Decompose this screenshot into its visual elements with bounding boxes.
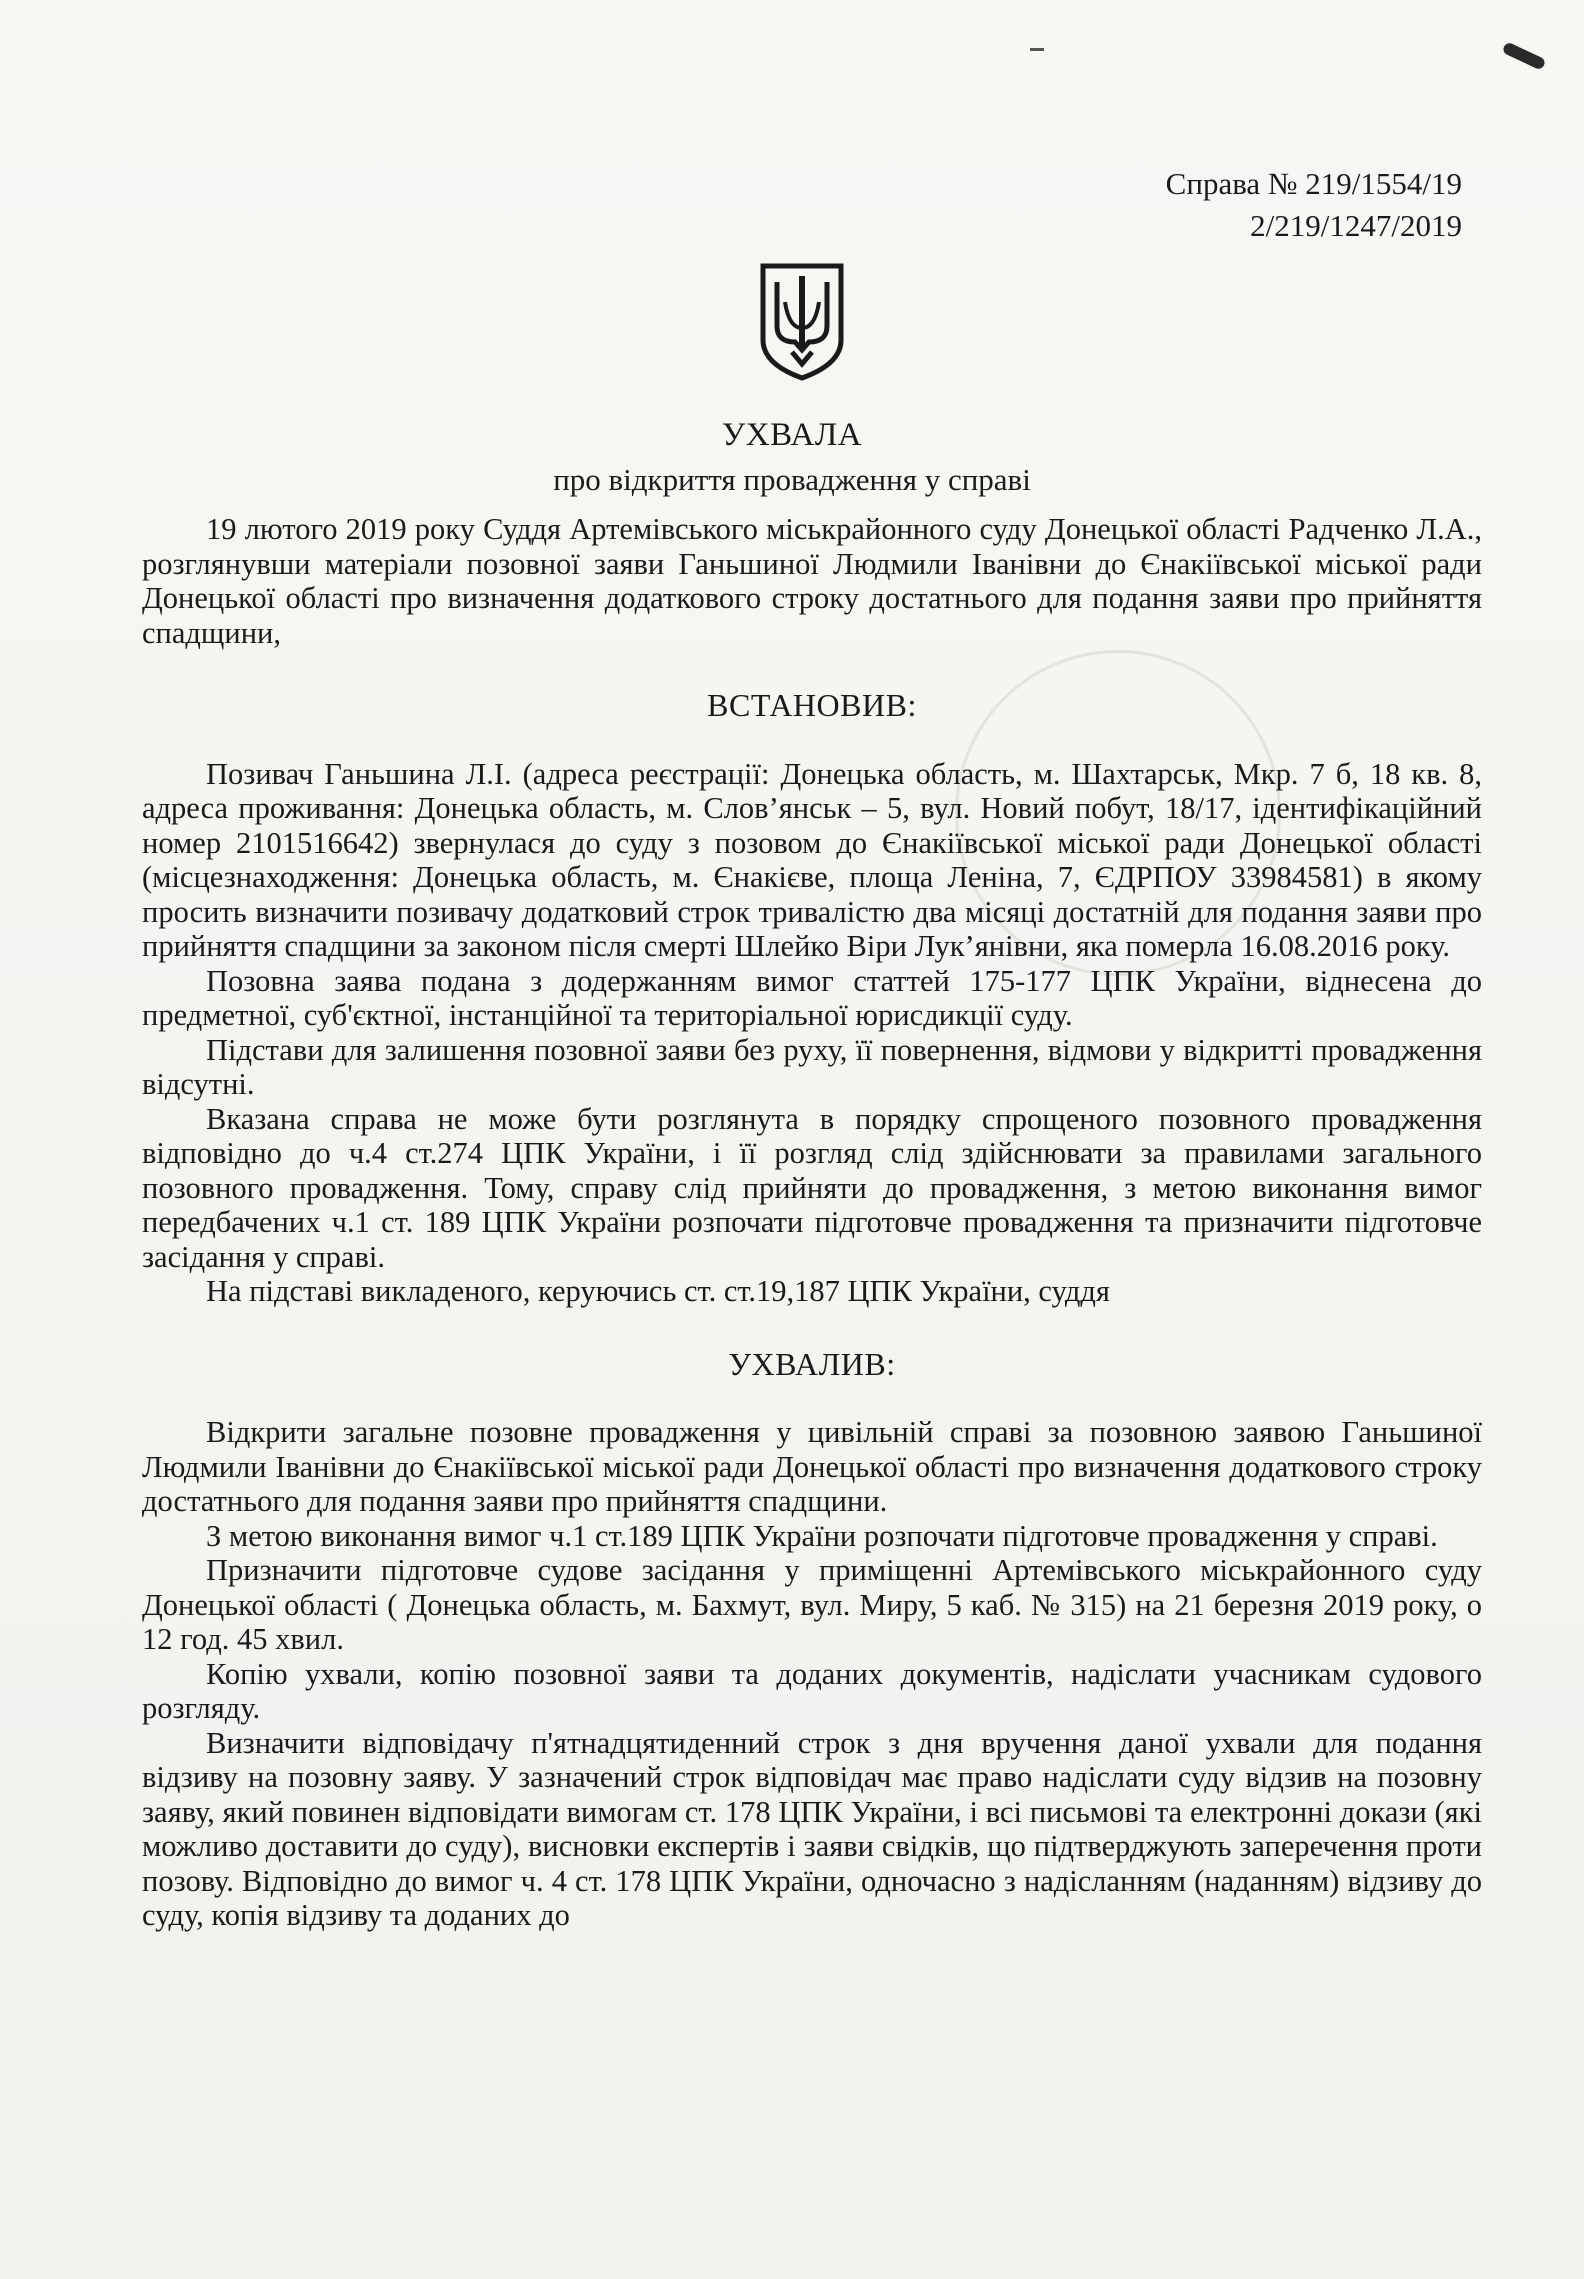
decided-paragraph: Копію ухвали, копію позовної заяви та доданих документів, надіслати учасникам судового розгляду. — [142, 1656, 1482, 1725]
ukraine-trident-icon — [757, 262, 847, 382]
document-title: УХВАЛА — [721, 417, 863, 453]
document-body — [142, 512, 1482, 1933]
decided-paragraph: Визначити відповідачу п'ятнадцятиденний строк з дня вручення даної ухвали для подання відзиву на позовну заяву. У зазначений строк відповідач має право надіслати суду відзив на позовну заяву, який повинен відповідати вимогам ст. 178 ЦПК України, і всі письмові та електронні докази (які можливо доставити до суду), висновки експертів і заяви свідків, що підтверджують заперечення проти позову. Відповідно до вимог ч. 4 ст. 178 ЦПК України, одночасно з надісланням (наданням) відзиву до суду, копія відзиву та доданих до — [142, 1725, 1482, 1932]
case-number-line1: Справа № 219/1554/19 — [1165, 166, 1462, 201]
established-paragraph: Позивач Ганьшина Л.І. (адреса реєстрації: Донецька область, м. Шахтарськ, Мкр. 7 б, 18 кв. 8, адреса проживання: Донецька область, м. Слов’янськ – 5, вул. Новий побут, 18/17, ідентифікаційний номер 2101516642) звернулася до суду з позовом до Єнакіївської міської ради Донецької області (місцезнаходження: Донецька область, м. Єнакієве, площа Леніна, 7, ЄДРПОУ 33984581) в якому просить визначити позивачу додатковий строк тривалістю два місяці достатній для подання заяви про прийняття спадщини за законом після смерті Шлейко Віри Лук’янівни, яка померла 16.08.2016 року. — [142, 756, 1482, 963]
pen-dash-mark — [1030, 48, 1044, 51]
section-heading-decided: УХВАЛИВ: — [728, 1345, 896, 1382]
case-number-block — [1166, 163, 1462, 247]
established-paragraph: Вказана справа не може бути розглянута в порядку спрощеного позовного провадження відповідно до ч.4 ст.274 ЦПК України, і її розгляд слід здійснювати за правилами загального позовного провадження. Тому, справу слід прийняти до провадження, з метою виконання вимог передбачених ч.1 ст. 189 ЦПК України розпочати підготовче провадження та призначити підготовче засідання у справі. — [142, 1101, 1482, 1274]
case-number-line2: 2/219/1247/2019 — [1250, 208, 1462, 243]
document-subtitle: про відкриття провадження у справі — [553, 462, 1031, 497]
decided-paragraph: Відкрити загальне позовне провадження у цивільній справі за позовною заявою Ганьшиної Людмили Іванівни до Єнакіївської міської ради Донецької області про визначення додаткового строку достатнього для подання заяви про прийняття спадщини. — [142, 1415, 1482, 1518]
established-paragraph: Підстави для залишення позовної заяви без руху, її повернення, відмови у відкритті провадження відсутні. — [142, 1032, 1482, 1101]
decided-paragraph: З метою виконання вимог ч.1 ст.189 ЦПК України розпочати підготовче провадження у справі. — [206, 1518, 1438, 1553]
intro-paragraph: 19 лютого 2019 року Суддя Артемівського міськрайонного суду Донецької області Радченко Л.А., розглянувши матеріали позовної заяви Ганьшиної Людмили Іванівни до Єнакіївської міської ради Донецької області про визначення додаткового строку достатнього для подання заяви про прийняття спадщини, — [142, 512, 1482, 650]
section-heading-established: ВСТАНОВИВ: — [707, 687, 917, 723]
pen-scratch-mark — [1502, 41, 1547, 70]
established-paragraph: Позовна заява подана з додержанням вимог статтей 175-177 ЦПК України, віднесена до предметної, суб'єктної, інстанційної та територіальної юрисдикції суду. — [142, 963, 1482, 1032]
decided-paragraph: Призначити підготовче судове засідання у приміщенні Артемівського міськрайонного суду Донецької області ( Донецька область, м. Бахмут, вул. Миру, 5 каб. № 315) на 21 березня 2019 року, о 12 год. 45 хвил. — [142, 1553, 1482, 1656]
established-paragraph: На підставі викладеного, керуючись ст. ст.19,187 ЦПК України, суддя — [206, 1274, 1110, 1308]
